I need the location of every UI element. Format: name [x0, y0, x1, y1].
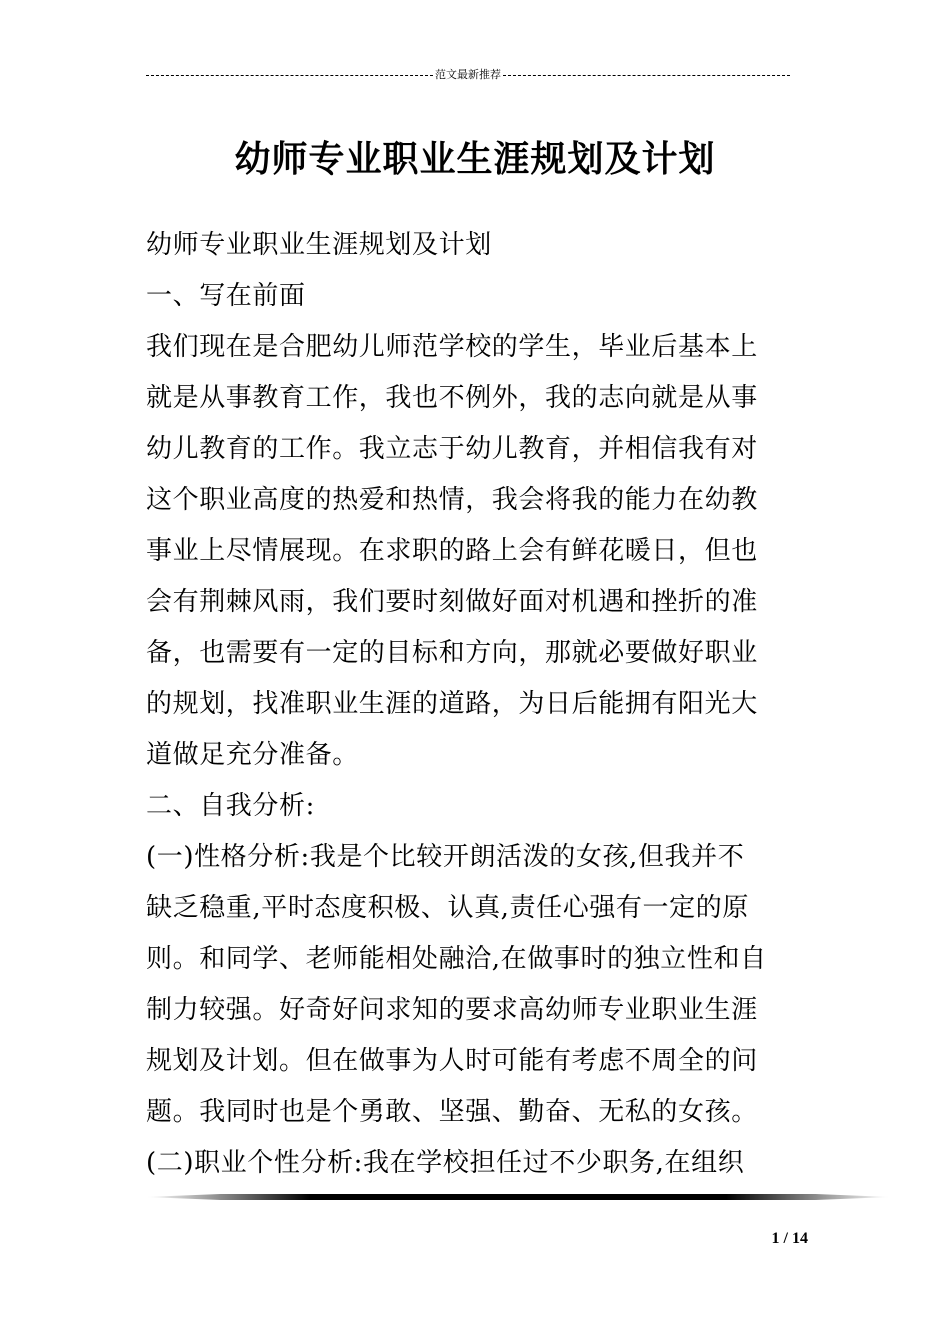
body-line: 的规划，找准职业生涯的道路，为日后能拥有阳光大 [146, 689, 758, 719]
body-line: 事业上尽情展现。在求职的路上会有鲜花暖日，但也 [146, 536, 758, 566]
body-line: 幼师专业职业生涯规划及计划 [146, 230, 492, 260]
body-line: (二)职业个性分析:我在学校担任过不少职务,在组织 [146, 1148, 745, 1178]
document-title: 幼师专业职业生涯规划及计划 [234, 138, 716, 180]
body-line: 缺乏稳重,平时态度积极、认真,责任心强有一定的原 [146, 893, 749, 923]
body-line: 备，也需要有一定的目标和方向，那就必要做好职业 [146, 638, 758, 668]
header-label: 范文最新推荐 [435, 68, 501, 81]
body-line: 题。我同时也是个勇敢、坚强、勤奋、无私的女孩。 [146, 1097, 758, 1127]
body-line: (一)性格分析:我是个比较开朗活泼的女孩,但我并不 [146, 842, 745, 872]
body-line: 规划及计划。但在做事为人时可能有考虑不周全的问 [146, 1046, 758, 1076]
header-dash-right [503, 75, 790, 76]
body-line: 制力较强。好奇好问求知的要求高幼师专业职业生涯 [146, 995, 758, 1025]
body-line: 则。和同学、老师能相处融洽,在做事时的独立性和自 [146, 944, 767, 974]
body-line: 这个职业高度的热爱和热情，我会将我的能力在幼教 [146, 485, 758, 515]
body-line: 道做足充分准备。 [146, 740, 359, 770]
header-dash-left [146, 75, 433, 76]
body-line: 我们现在是合肥幼儿师范学校的学生，毕业后基本上 [146, 332, 758, 362]
body-line: 会有荆棘风雨，我们要时刻做好面对机遇和挫折的准 [146, 587, 758, 617]
document-body [146, 220, 808, 1189]
body-line: 幼儿教育的工作。我立志于幼儿教育，并相信我有对 [146, 434, 758, 464]
section-heading: 一、写在前面 [146, 281, 306, 311]
section-heading: 二、自我分析: [146, 791, 315, 821]
header-rule [146, 68, 790, 82]
body-line: 就是从事教育工作，我也不例外，我的志向就是从事 [146, 383, 758, 413]
footer-rule [146, 1194, 890, 1200]
page-number: 1 / 14 [771, 1230, 808, 1247]
